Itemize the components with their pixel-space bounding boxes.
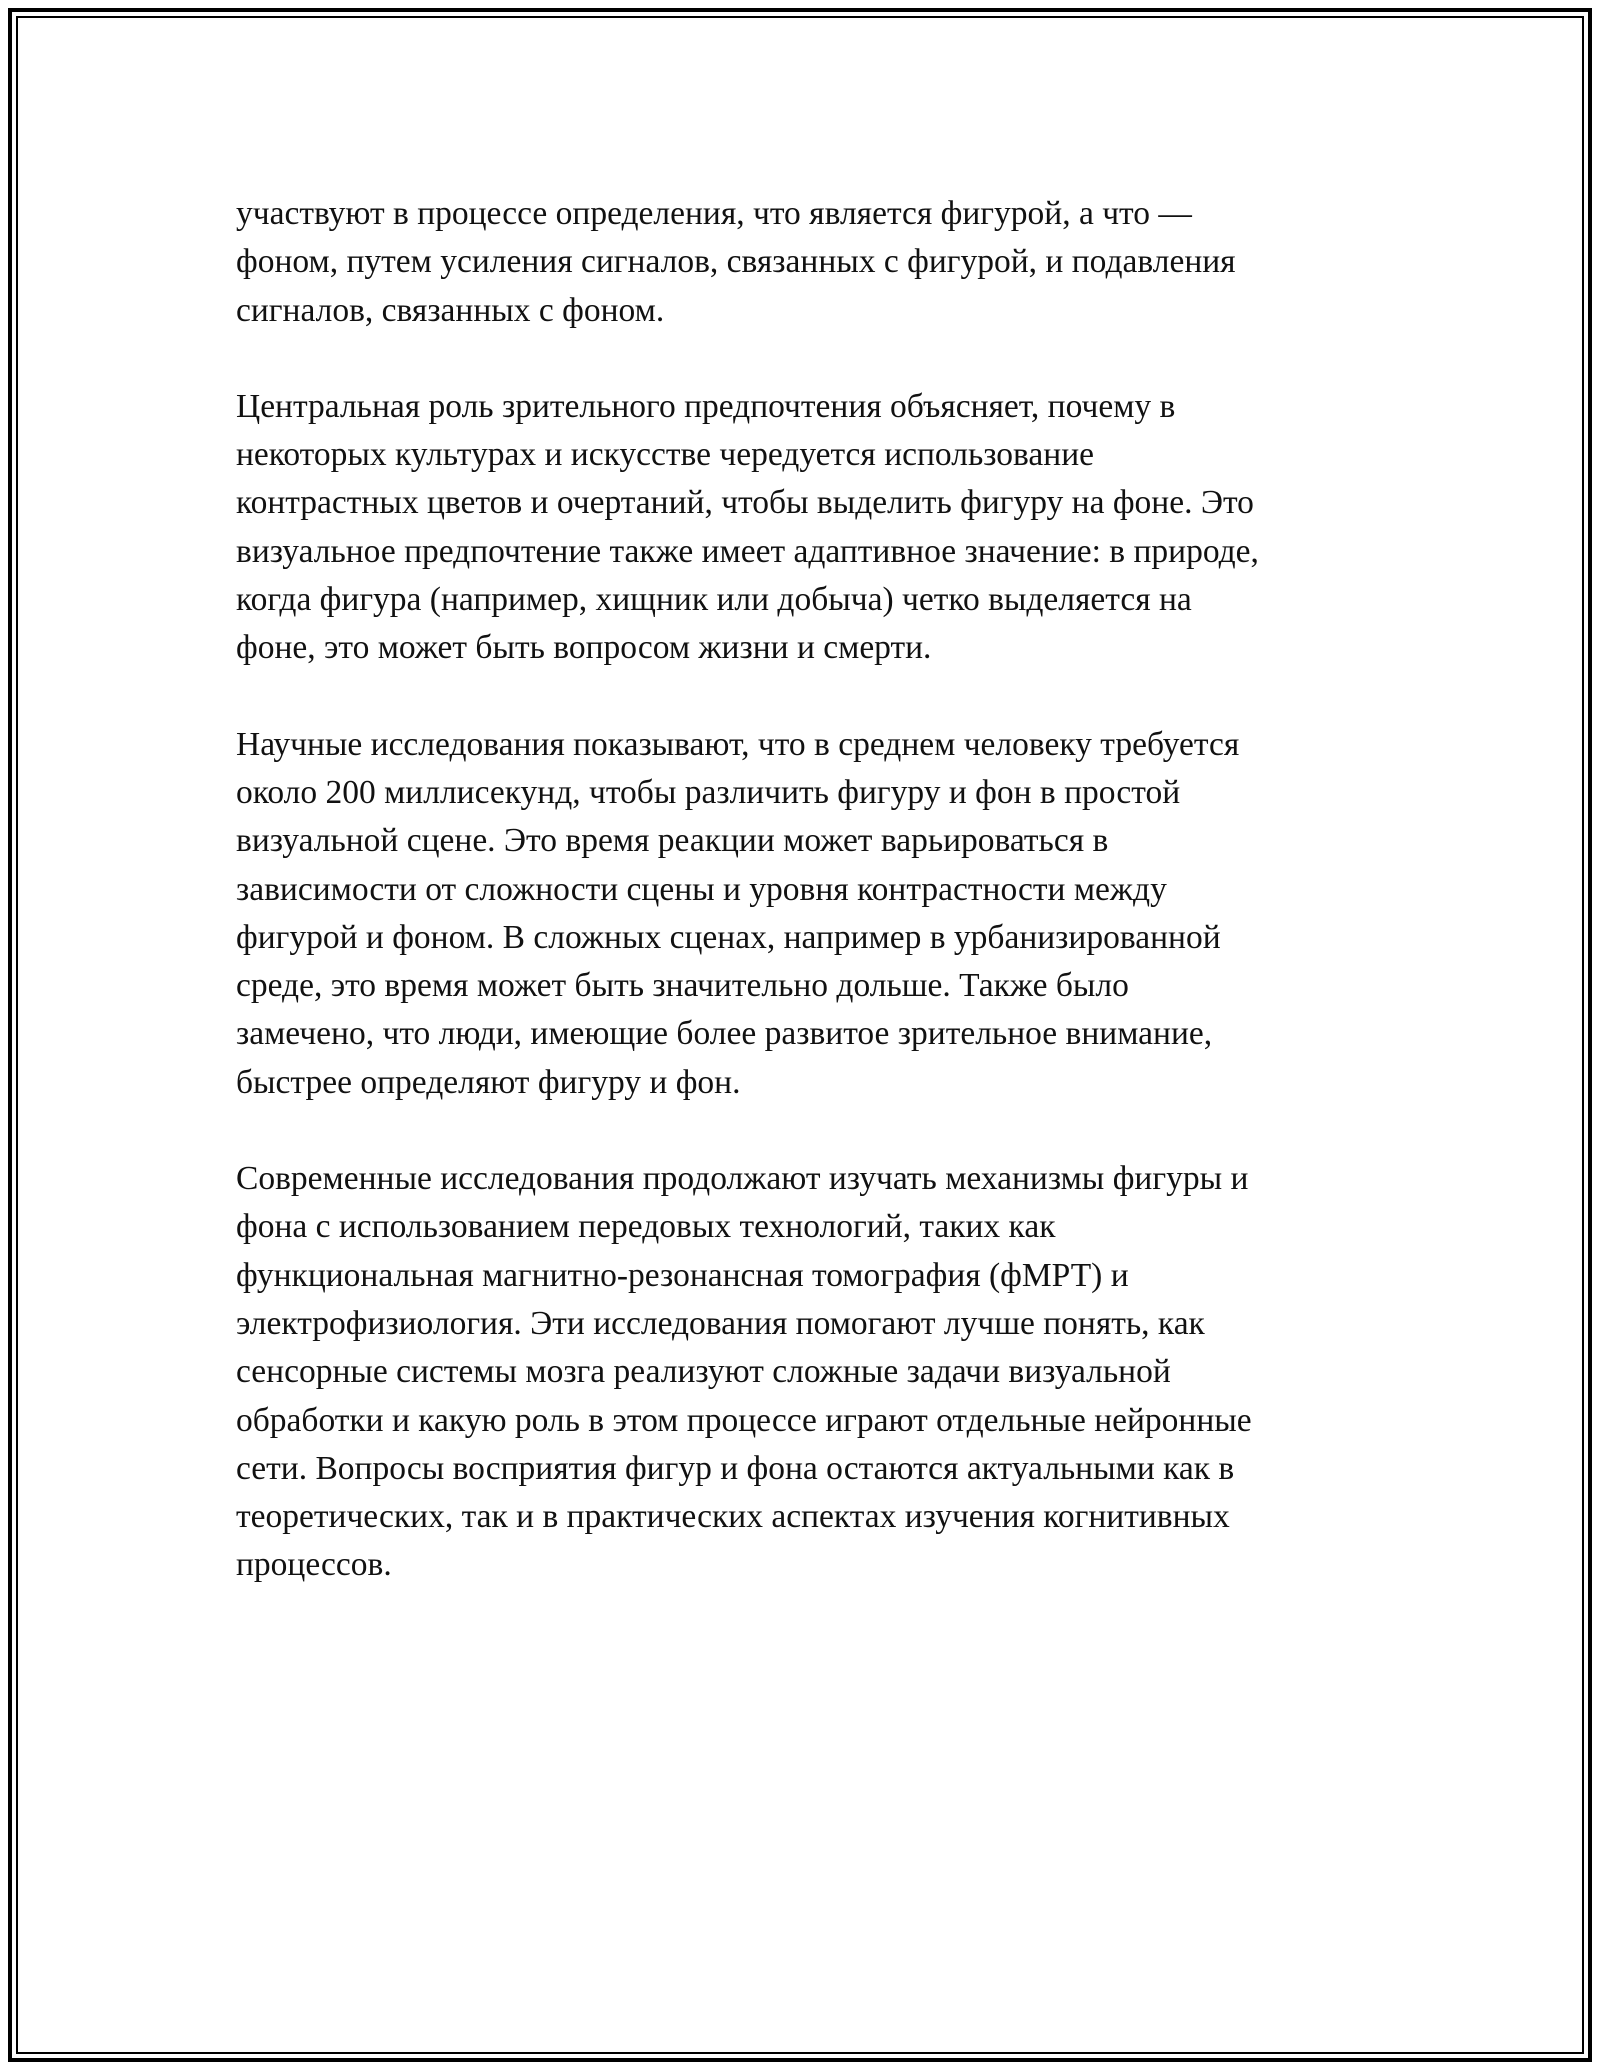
text-line: участвуют в процессе определения, что является фигурой, а что — xyxy=(236,195,1192,232)
paragraph-1 xyxy=(236,190,1366,335)
text-line: сети. Вопросы восприятия фигур и фона остаются актуальными как в xyxy=(236,1449,1235,1487)
paragraph-3 xyxy=(236,721,1366,1107)
text-line: некоторых культурах и искусстве чередуется использование xyxy=(236,436,1094,474)
text-line: визуальное предпочтение также имеет адаптивное значение: в природе, xyxy=(236,532,1259,570)
text-line: сенсорные системы мозга реализуют сложные задачи визуальной xyxy=(236,1353,1171,1391)
text-line: визуальной сцене. Это время реакции может варьироваться в xyxy=(236,822,1109,860)
text-line: когда фигура (например, хищник или добыча) четко выделяется на xyxy=(236,581,1192,619)
text-line: Центральная роль зрительного предпочтения объясняет, почему в xyxy=(236,387,1176,425)
text-line: сигналов, связанных с фоном. xyxy=(236,291,665,329)
text-line: около 200 миллисекунд, чтобы различить фигуру и фон в простой xyxy=(236,773,1181,811)
text-line: среде, это время может быть значительно дольше. Также было xyxy=(236,967,1129,1005)
text-line: фоном, путем усиления сигналов, связанных с фигурой, и подавления xyxy=(236,243,1236,281)
text-line: замечено, что люди, имеющие более развитое зрительное внимание, xyxy=(236,1015,1213,1053)
text-line: функциональная магнитно-резонансная томография (фМРТ) и xyxy=(236,1256,1129,1294)
text-line: Научные исследования показывают, что в среднем человеку требуется xyxy=(236,725,1240,763)
text-line: контрастных цветов и очертаний, чтобы выделить фигуру на фоне. Это xyxy=(236,484,1254,522)
text-line: быстрее определяют фигуру и фон. xyxy=(236,1063,741,1101)
text-line: теоретических, так и в практических аспектах изучения когнитивных xyxy=(236,1498,1230,1536)
text-line: электрофизиология. Эти исследования помогают лучше понять, как xyxy=(236,1304,1205,1342)
paragraph-2 xyxy=(236,383,1366,673)
text-line: фигурой и фоном. В сложных сценах, например в урбанизированной xyxy=(236,918,1221,956)
document-body xyxy=(236,190,1366,1638)
paragraph-4 xyxy=(236,1155,1366,1590)
text-line: фоне, это может быть вопросом жизни и смерти. xyxy=(236,629,932,667)
text-line: процессов. xyxy=(236,1546,392,1584)
text-line: обработки и какую роль в этом процессе играют отдельные нейронные xyxy=(236,1401,1252,1439)
text-line: зависимости от сложности сцены и уровня контрастности между xyxy=(236,870,1167,908)
text-line: фона с использованием передовых технологий, таких как xyxy=(236,1208,1056,1246)
text-line: Современные исследования продолжают изучать механизмы фигуры и xyxy=(236,1160,1249,1198)
